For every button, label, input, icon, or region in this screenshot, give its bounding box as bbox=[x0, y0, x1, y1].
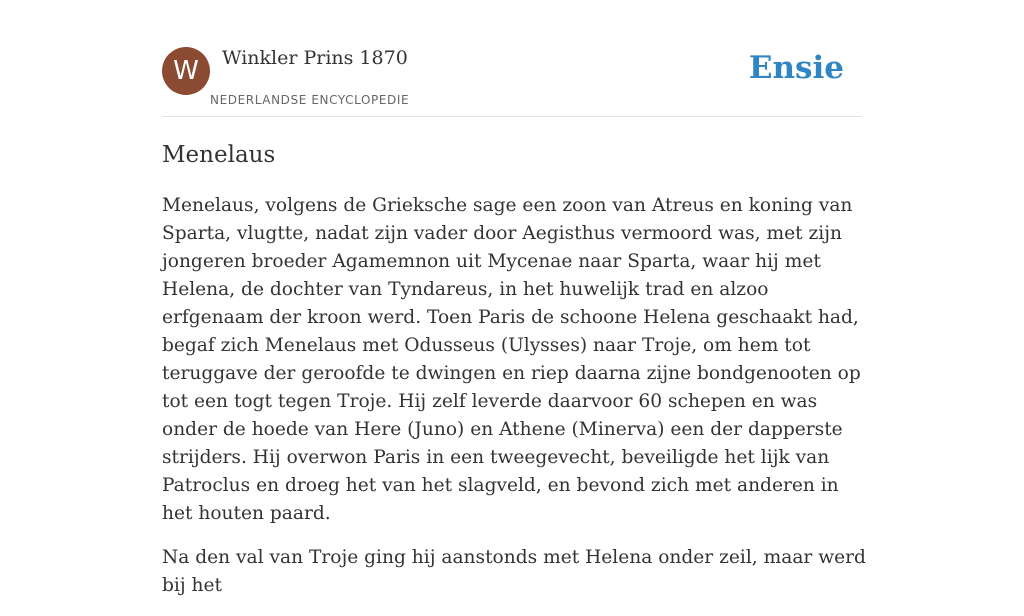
source-avatar[interactable]: W bbox=[162, 47, 210, 95]
entry-body bbox=[162, 192, 872, 616]
entry-paragraph: Menelaus, volgens de Grieksche sage een zoon van Atreus en koning van Sparta, vlugtte, nadat zijn vader door Aegisthus vermoord was, met zijn jongeren broeder Agamemnon uit Mycenae naar Sparta, waar hij met Helena, de dochter van Tyndareus, in het huwelijk trad en alzoo erfgenaam der kroon werd. Toen Paris de schoone Helena geschaakt had, begaf zich Menelaus met Odusseus (Ulysses) naar Troje, om hem tot teruggave der geroofde te dwingen en riep daarna zijne bondgenooten op tot een togt tegen Troje. Hij zelf leverde daarvoor 60 schepen en was onder de hoede van Here (Juno) en Athene (Minerva) een der dapperste strijders. Hij overwon Paris in een tweegevecht, beveiligde het lijk van Patroclus en droeg het van het slagveld, en bevond zich met anderen in het houten paard. bbox=[162, 195, 861, 524]
entry-paragraph: Na den val van Troje ging hij aanstonds met Helena onder zeil, maar werd bij het bbox=[162, 547, 866, 596]
source-title[interactable]: Winkler Prins 1870 bbox=[222, 47, 408, 69]
source-subtitle: NEDERLANDSE ENCYCLOPEDIE bbox=[210, 93, 410, 107]
entry-title: Menelaus bbox=[162, 142, 276, 168]
ensie-logo-link[interactable]: Ensie bbox=[748, 50, 844, 86]
source-header bbox=[162, 46, 862, 117]
